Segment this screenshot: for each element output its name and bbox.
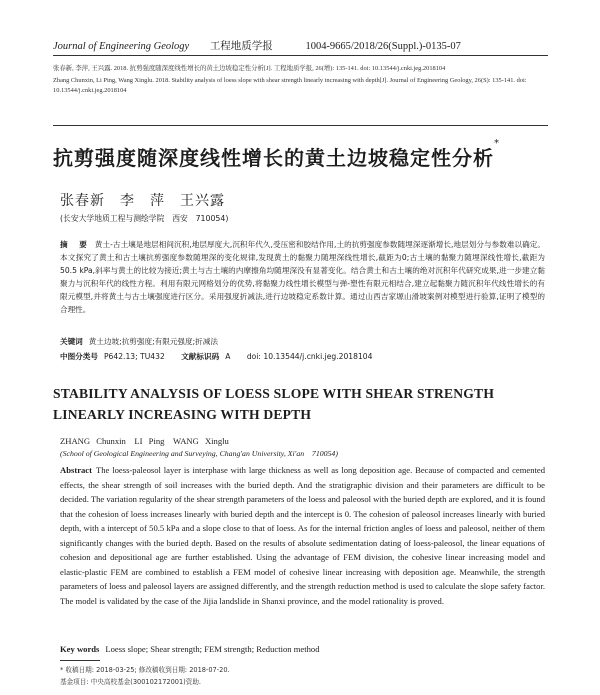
keywords-cn-label: 关键词 bbox=[60, 337, 83, 346]
doc-code-value: A bbox=[225, 352, 231, 361]
citation-en: Zhang Chunxin, Li Ping, Wang Xinglu. 2018. Stability analysis of loess slope with shear strength linearly increasing with depth[J]. Journal of Engineering Geology, 26(S): 135-141. doi: 10.13544/j.cnki.jeg.2018104 bbox=[53, 76, 527, 95]
keywords-en-text: Loess slope; Shear strength; FEM strength; Reduction method bbox=[105, 644, 320, 654]
authors-cn: 张春新 李 萍 王兴露 bbox=[60, 193, 225, 209]
doc-code-label: 文献标识码 bbox=[181, 352, 220, 361]
doi-value: 10.13544/j.cnki.jeg.2018104 bbox=[263, 352, 373, 361]
abstract-cn bbox=[60, 239, 545, 316]
clc-value: P642.13; TU432 bbox=[103, 352, 165, 361]
keywords-cn-text: 黄土边坡;抗剪强度;有限元强度;折减法 bbox=[88, 337, 218, 346]
authors-en: ZHANG Chunxin LI Ping WANG Xinglu bbox=[60, 436, 229, 446]
keywords-cn bbox=[60, 336, 218, 347]
citation-block bbox=[53, 64, 547, 98]
footnote-funding: 基金项目: 中央高校基金(300102172001)资助. bbox=[60, 678, 202, 686]
keywords-en bbox=[60, 644, 320, 654]
title-footnote-marker: * bbox=[494, 138, 500, 149]
abstract-en bbox=[60, 463, 545, 608]
citation-cn: 张春新, 李萍, 王兴露. 2018. 抗剪强度随深度线性增长的黄土边坡稳定性分析[J]. 工程地质学报, 26(增): 135-141. doi: 10.13544/j.cnki.jeg.2018104 bbox=[53, 65, 446, 72]
affiliation-en: (School of Geological Engineering and Surveying, Chang'an University, Xi'an 710054) bbox=[60, 449, 338, 458]
abstract-en-text: The loess-paleosol layer is interphase with large thickness as well as long deposition age. Because of compacted and cemented effects, the shear strength of soil increases with the buried depth. And the stratigraphic division and their parameters are difficult to be decided. The variation regularity of the shear strength parameters of the loess and paleosol with the buried depth are explored, and it is found that the cohesion of loess increases linearly with buried depth and the intercept is 0. The cohesion of paleosol increases linearly with buried depth, with a intercept of 50.5 kPa and a slope close to that of loess. As for the internal friction angles of loess and paleosol, neither of them significantly changes with the buried depth. Based on the results of absolute sedimentation dating of loess-paleosol, the linear equations of cohesion and depositional age are further established. Using the advantage of FEM division, the cohesive linear increasing model and elastic-plastic FEM are combined to establish a FEM model of cohesive linear increasing with deposition age. Meanwhile, the strength parameters of loess and paleosol layers are assigned differently, and the strength reduction method is used to calculate the slope safety factor. The model is validated by the case of the Jijia landslide in Shanxi province, and the model rationality is proved. bbox=[60, 465, 545, 606]
classification-line bbox=[60, 351, 545, 362]
abstract-en-label: Abstract bbox=[60, 465, 92, 475]
doi-label: doi: bbox=[246, 352, 261, 361]
title-en: STABILITY ANALYSIS OF LOESS SLOPE WITH SHEAR STRENGTH LINEARLY INCREASING WITH DEPTH bbox=[53, 386, 495, 422]
page-title bbox=[53, 138, 547, 171]
title-cn-text: 抗剪强度随深度线性增长的黄土边坡稳定性分析 bbox=[53, 146, 494, 170]
footnote-received: * 收稿日期: 2018-03-25; 修改稿收到日期: 2018-07-20. bbox=[60, 666, 230, 674]
citation-rule bbox=[53, 125, 548, 126]
abstract-cn-text: 黄土-古土壤是地层相间沉积,地层厚度大,沉积年代久,受压密和胶结作用,土的抗剪强度参数随埋深逐渐增长,地层划分与参数难以确定。本文探究了黄土和古土壤抗剪强度参数随埋深的变化规律,发现黄土的黏聚力随埋深线性增长,截距为0;古土壤的黏聚力随埋深线性增长,截距为50.5 kPa,斜率与黄土的比较为接近;黄土与古土壤的内摩擦角均随埋深没有显著变化。结合黄土和古土壤的绝对沉积年代研究成果,进一步建立黏聚力与沉积年代的线性方程。利用有限元网格划分的优势,将黏聚力线性增长模型与弹-塑性有限元相结合,建立起黏聚力随沉积年代线性增长的有限元模型,并将黄土与古土壤强度进行区分。采用强度折减法,进行边坡稳定系数计算。通过山西吉家塬山滑坡案例对模型进行验算,证明了模型的合理性。 bbox=[60, 240, 545, 314]
keywords-en-label: Key words bbox=[60, 644, 100, 654]
footnotes bbox=[60, 664, 230, 688]
journal-name-en: Journal of Engineering Geology bbox=[53, 41, 190, 52]
header-rule bbox=[53, 55, 548, 56]
clc-label: 中图分类号 bbox=[60, 352, 98, 361]
footnote-rule bbox=[60, 660, 100, 661]
running-header bbox=[53, 38, 553, 53]
journal-name-cn: 工程地质学报 bbox=[209, 41, 273, 52]
issue-code: 1004-9665/2018/26(Suppl.)-0135-07 bbox=[305, 41, 461, 52]
abstract-cn-label: 摘 要 bbox=[60, 240, 89, 249]
affiliation-cn: (长安大学地质工程与测绘学院 西安 710054) bbox=[60, 214, 229, 223]
